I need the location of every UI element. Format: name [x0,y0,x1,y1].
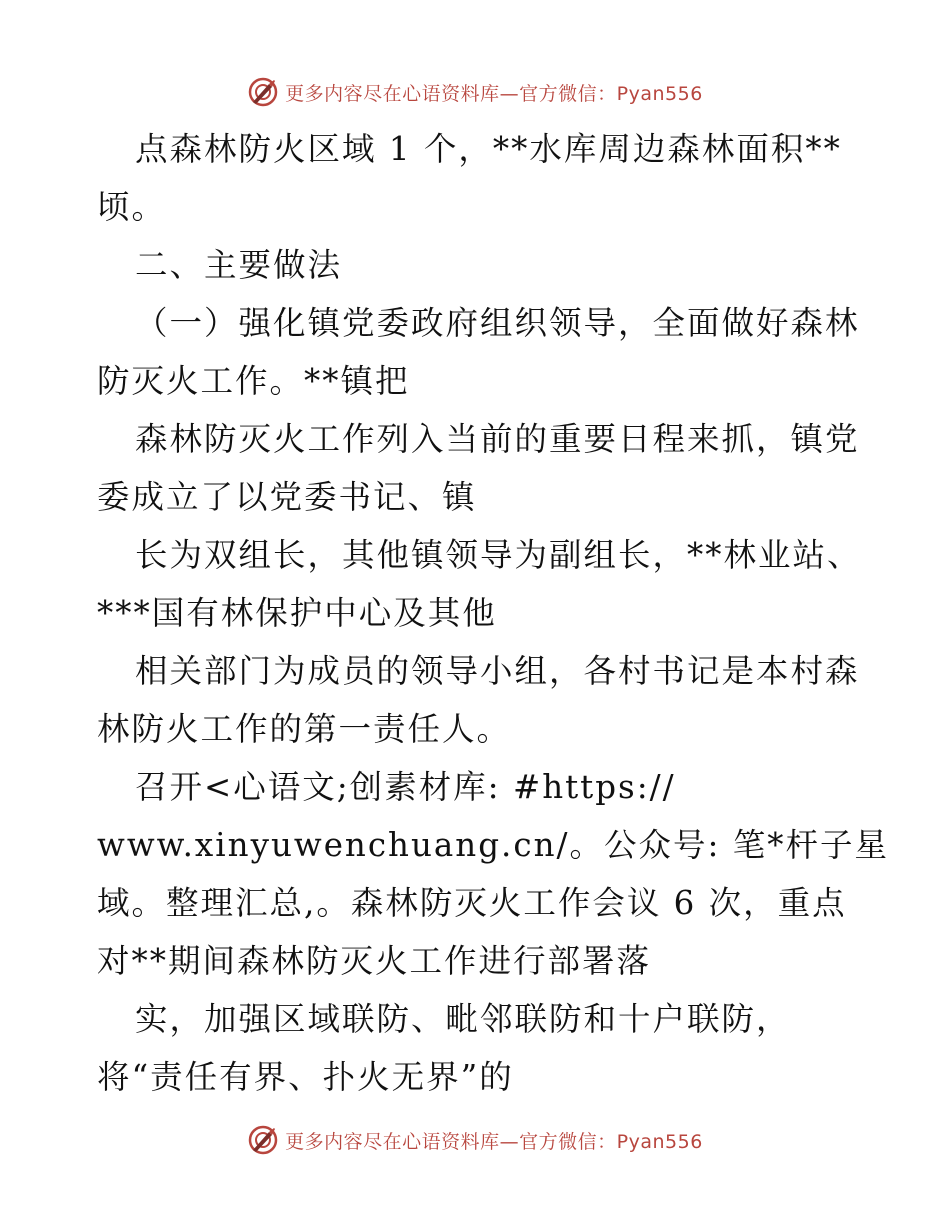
text-line: 长为双组长，其他镇领导为副组长，**林业站、 [135,536,862,574]
text-line: 林防火工作的第一责任人。 [97,710,512,748]
text-line: 防灭火工作。**镇把 [97,362,410,400]
subsection-heading: （一）强化镇党委政府组织领导，全面做好森林 [135,304,860,342]
text-line: 实，加强区域联防、毗邻联防和十户联防， [135,1000,791,1038]
text-line: 委成立了以党委书记、镇 [97,478,477,516]
watermark-text: 更多内容尽在心语资料库—官方微信：Pyan556 [285,82,703,105]
text-line: www.xinyuwenchuang.cn/。公众号: 笔*杆子星 [97,826,889,864]
text-line: 点森林防火区域 1 个，**水库周边森林面积** [135,130,842,168]
text-line: 顷。 [97,188,167,226]
text-line: 相关部门为成员的领导小组，各村书记是本村森 [135,652,860,690]
text-line: 森林防灭火工作列入当前的重要日程来抓，镇党 [135,420,860,458]
text-line: 召开<心语文;创素材库: #https:// [135,768,676,806]
watermark-text: 更多内容尽在心语资料库—官方微信：Pyan556 [285,1130,703,1153]
watermark-footer [0,1120,950,1160]
brand-logo-icon [247,1124,279,1156]
document-body [97,120,889,1106]
text-line: 域。整理汇总,。森林防灭火工作会议 6 次，重点 [97,884,847,922]
watermark-header [0,72,950,112]
section-heading: 二、主要做法 [135,246,343,284]
text-line: ***国有林保护中心及其他 [97,594,497,632]
text-line: 将“责任有界、扑火无界”的 [97,1058,514,1096]
text-line: 对**期间森林防灭火工作进行部署落 [97,942,652,980]
brand-logo-icon [247,76,279,108]
